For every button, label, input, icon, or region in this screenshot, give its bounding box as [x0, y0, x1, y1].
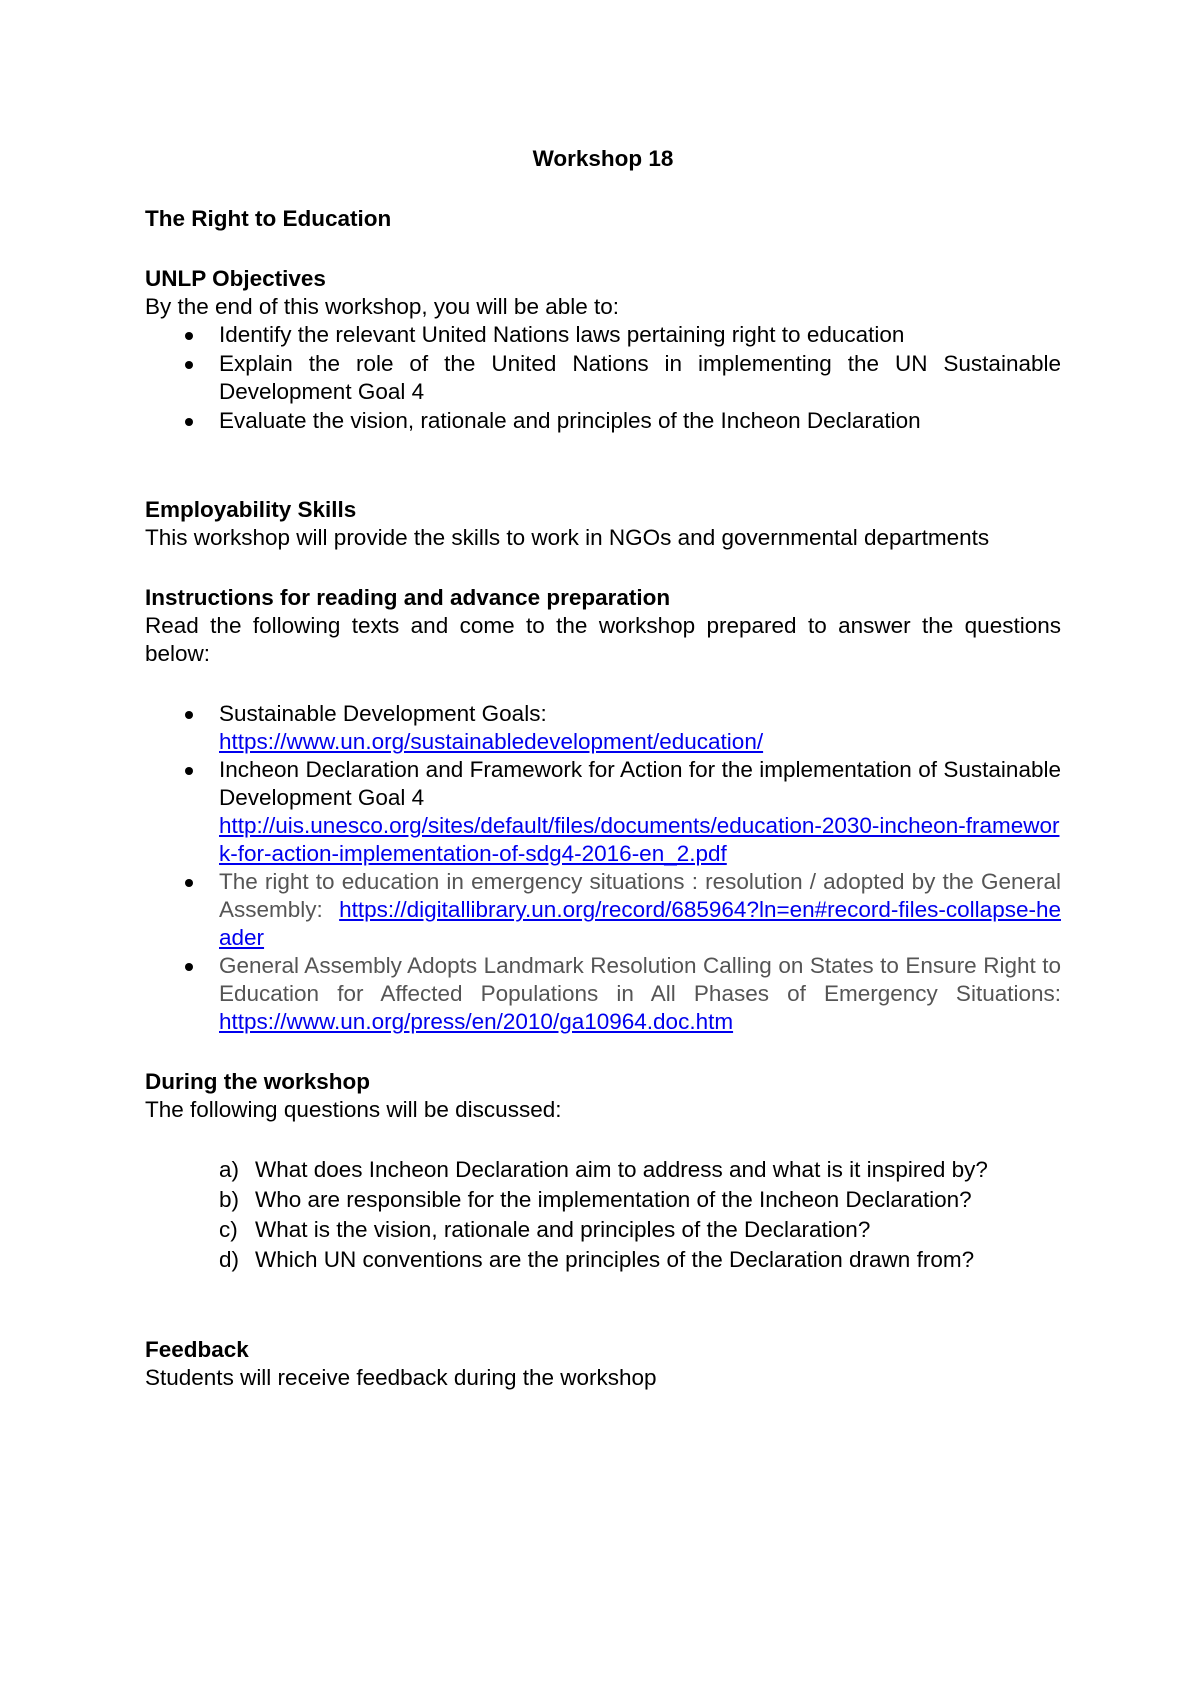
reading-label: Sustainable Development Goals: [219, 701, 547, 726]
during-section [145, 1068, 1061, 1274]
feedback-heading: Feedback [145, 1337, 249, 1362]
list-item [145, 1246, 1061, 1274]
during-heading: During the workshop [145, 1069, 370, 1094]
list-item [145, 700, 1061, 756]
list-item [145, 756, 1061, 868]
question-label: b) [219, 1187, 240, 1212]
question-label: a) [219, 1157, 240, 1182]
reading-link-sdg[interactable]: https://www.un.org/sustainabledevelopment/education/ [219, 729, 764, 754]
list-item [145, 1186, 1061, 1214]
employability-text: This workshop will provide the skills to work in NGOs and governmental departments [145, 525, 990, 550]
instructions-text: Read the following texts and come to the workshop prepared to answer the questions below: [145, 613, 1061, 666]
objectives-list [145, 321, 1061, 435]
bullet-icon [185, 963, 193, 971]
list-item: Explain the role of the United Nations in implementing the UN Sustainable Development Goal 4 [145, 350, 1061, 406]
employability-heading: Employability Skills [145, 497, 357, 522]
feedback-section [145, 1336, 1061, 1392]
readings-list [145, 700, 1061, 1036]
bullet-icon [185, 332, 193, 340]
document-subtitle: The Right to Education [145, 206, 392, 231]
objectives-section [145, 265, 1061, 435]
reading-link-incheon[interactable]: http://uis.unesco.org/sites/default/files/documents/education-2030-incheon-framework-for-action-implementation-of-sdg4-2016-en_2.pdf [219, 813, 1060, 866]
bullet-icon [185, 711, 193, 719]
objectives-intro: By the end of this workshop, you will be able to: [145, 294, 620, 319]
reading-link-resolution[interactable]: https://digitallibrary.un.org/record/685964?ln=en#record-files-collapse-header [219, 897, 1061, 950]
question-text: What is the vision, rationale and principles of the Declaration? [255, 1217, 871, 1242]
question-text: Who are responsible for the implementation of the Incheon Declaration? [255, 1187, 972, 1212]
question-label: d) [219, 1247, 240, 1272]
instructions-heading: Instructions for reading and advance preparation [145, 585, 671, 610]
reading-link-press[interactable]: https://www.un.org/press/en/2010/ga10964.doc.htm [219, 1009, 734, 1034]
question-text: Which UN conventions are the principles of the Declaration drawn from? [255, 1247, 975, 1272]
list-item [145, 1156, 1061, 1184]
during-intro: The following questions will be discussed: [145, 1097, 562, 1122]
feedback-text: Students will receive feedback during the workshop [145, 1365, 657, 1390]
employability-section [145, 496, 1061, 552]
list-item: Evaluate the vision, rationale and principles of the Incheon Declaration [145, 407, 1061, 435]
reading-label: General Assembly Adopts Landmark Resolution Calling on States to Ensure Right to Education for Affected Populations in All Phases of Emergency Situations: [219, 953, 1061, 1006]
question-label: c) [219, 1217, 238, 1242]
question-text: What does Incheon Declaration aim to address and what is it inspired by? [255, 1157, 988, 1182]
bullet-icon [185, 361, 193, 369]
objectives-heading: UNLP Objectives [145, 266, 326, 291]
list-item [145, 1216, 1061, 1244]
questions-list [145, 1156, 1061, 1274]
list-item: Identify the relevant United Nations laws pertaining right to education [145, 321, 1061, 349]
bullet-icon [185, 418, 193, 426]
list-item [145, 868, 1061, 952]
bullet-icon [185, 879, 193, 887]
instructions-section [145, 584, 1061, 1036]
list-item [145, 952, 1061, 1036]
bullet-icon [185, 767, 193, 775]
document-title: Workshop 18 [532, 146, 674, 171]
document-body [145, 145, 1061, 1392]
reading-label: Incheon Declaration and Framework for Action for the implementation of Sustainable Development Goal 4 [219, 757, 1061, 810]
reading-label: The right to education in emergency situations : resolution / adopted by the General Assembly: [219, 869, 1061, 922]
